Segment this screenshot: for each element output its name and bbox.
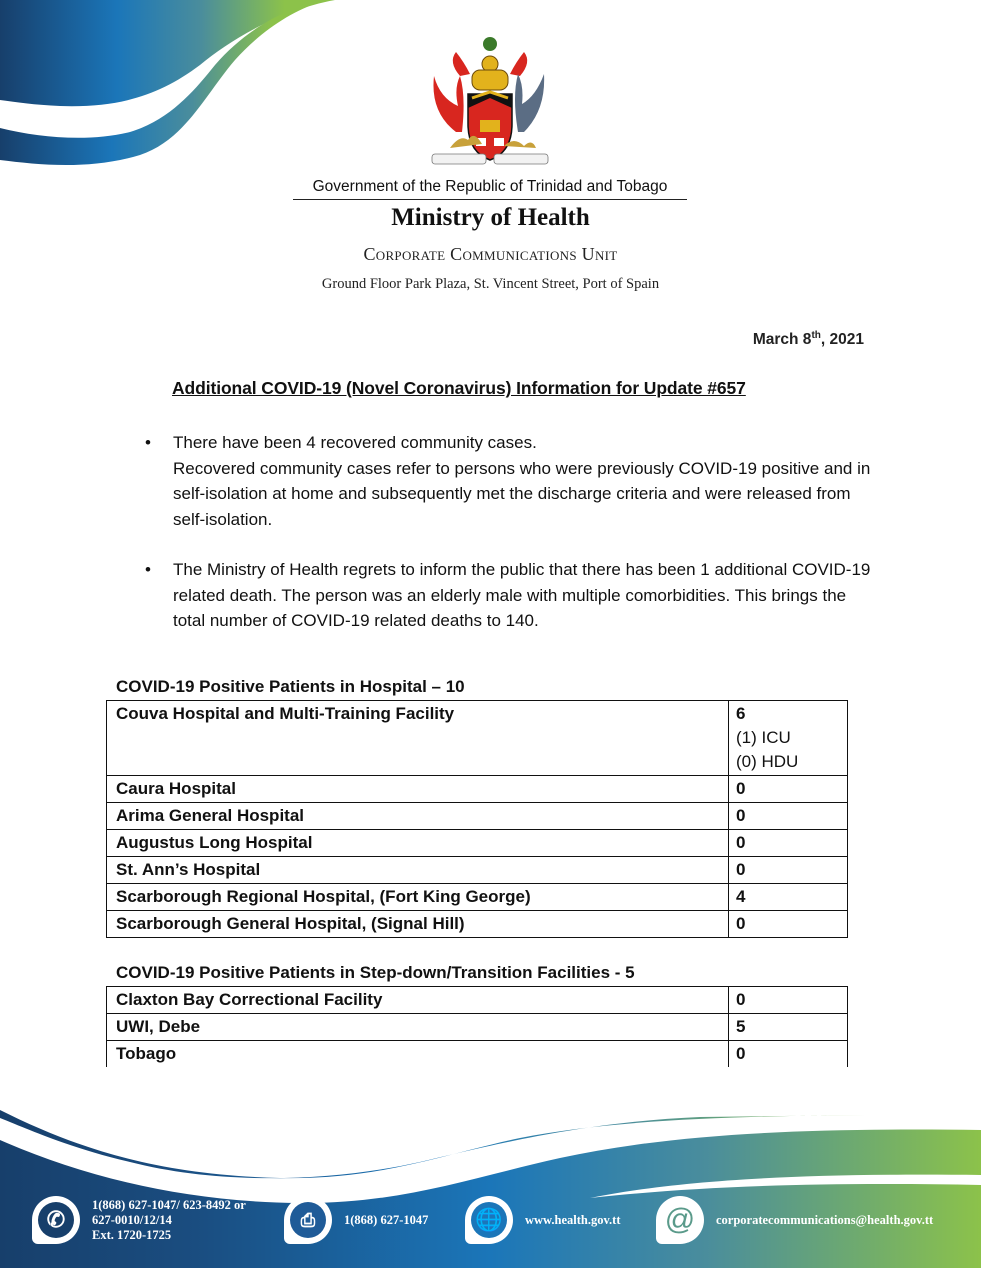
facility-count: 0 — [729, 776, 848, 803]
facility-name: Scarborough General Hospital, (Signal Hill) — [107, 911, 729, 938]
table-row — [107, 701, 848, 776]
coat-of-arms-icon — [420, 36, 560, 170]
hdu-count: (0) HDU — [736, 752, 799, 771]
facility-name: Couva Hospital and Multi-Training Facility — [107, 701, 729, 776]
phone-numbers: 1(868) 627-1047/ 623-8492 or — [92, 1197, 246, 1212]
ministry-address: Ground Floor Park Plaza, St. Vincent Street, Port of Spain — [321, 276, 660, 292]
stepdown-table-caption: COVID-19 Positive Patients in Step-down/Transition Facilities - 5 — [116, 963, 635, 982]
facility-name: Caura Hospital — [107, 776, 729, 803]
table-row — [107, 857, 848, 884]
facility-count: 0 — [729, 911, 848, 938]
facility-count: 0 — [729, 830, 848, 857]
at-sign-icon: @ — [656, 1196, 704, 1244]
facility-count: 4 — [729, 884, 848, 911]
fax-number: 1(868) 627-1047 — [344, 1212, 429, 1227]
facility-name: Tobago — [107, 1041, 729, 1068]
facility-name: UWI, Debe — [107, 1014, 729, 1041]
table-row — [107, 987, 848, 1014]
facility-count: 5 — [729, 1014, 848, 1041]
table-row — [107, 776, 848, 803]
facility-name: Claxton Bay Correctional Facility — [107, 987, 729, 1014]
website-link[interactable]: www.health.gov.tt — [525, 1212, 621, 1227]
fax-printer-icon: ⎙ — [284, 1196, 332, 1244]
update-title: Additional COVID-19 (Novel Coronavirus) Information for Update #657 — [172, 378, 746, 398]
stepdown-table — [106, 986, 848, 1067]
table-row — [107, 911, 848, 938]
hospital-table — [106, 700, 848, 938]
footer-email — [656, 1196, 933, 1244]
bullet-icon: • — [145, 560, 151, 579]
phone-icon: ✆ — [32, 1196, 80, 1244]
government-name: Government of the Republic of Trinidad and Tobago — [293, 178, 687, 200]
facility-name: St. Ann’s Hospital — [107, 857, 729, 884]
table-row — [107, 884, 848, 911]
footer-phone: ✆ 1(868) 627-1047/ 623-8492 or 627-0010/12/14 Ext. 1720-1725 — [32, 1196, 246, 1244]
facility-name: Arima General Hospital — [107, 803, 729, 830]
release-date: March 8th, 2021 — [752, 330, 864, 349]
bullet-recovered-headline: There have been 4 recovered community cases. — [173, 433, 537, 452]
facility-count: 0 — [729, 987, 848, 1014]
ministry-name: Ministry of Health — [391, 204, 590, 231]
table-row — [107, 803, 848, 830]
facility-name: Augustus Long Hospital — [107, 830, 729, 857]
facility-name: Scarborough Regional Hospital, (Fort King George) — [107, 884, 729, 911]
footer-web — [465, 1196, 621, 1244]
footer-fax — [284, 1196, 428, 1244]
hospital-table-caption: COVID-19 Positive Patients in Hospital – 10 — [116, 677, 465, 696]
icu-count: (1) ICU — [736, 728, 791, 747]
facility-count: 0 — [729, 857, 848, 884]
email-link[interactable]: corporatecommunications@health.gov.tt — [716, 1212, 934, 1227]
unit-name: Corporate Communications Unit — [363, 244, 618, 264]
facility-count: 0 — [729, 803, 848, 830]
phone-extensions: Ext. 1720-1725 — [92, 1227, 172, 1242]
bullet-death-body: The Ministry of Health regrets to inform the public that there has been 1 additional COVID-19 related death. The person was an elderly male with multiple comorbidities. This brings the total number of COVID-19 related deaths to 140. — [173, 560, 871, 630]
table-row — [107, 830, 848, 857]
table-row — [107, 1041, 848, 1068]
facility-count: 6 (1) ICU (0) HDU — [729, 701, 848, 776]
bullet-recovered-body: Recovered community cases refer to persons who were previously COVID-19 positive and in self-isolation at home and subsequently met the discharge criteria and were released from self-isolation. — [173, 458, 871, 529]
facility-count: 0 — [729, 1041, 848, 1068]
globe-icon: 🌐 — [465, 1196, 513, 1244]
table-row — [107, 1014, 848, 1041]
bullet-icon: • — [145, 433, 151, 452]
